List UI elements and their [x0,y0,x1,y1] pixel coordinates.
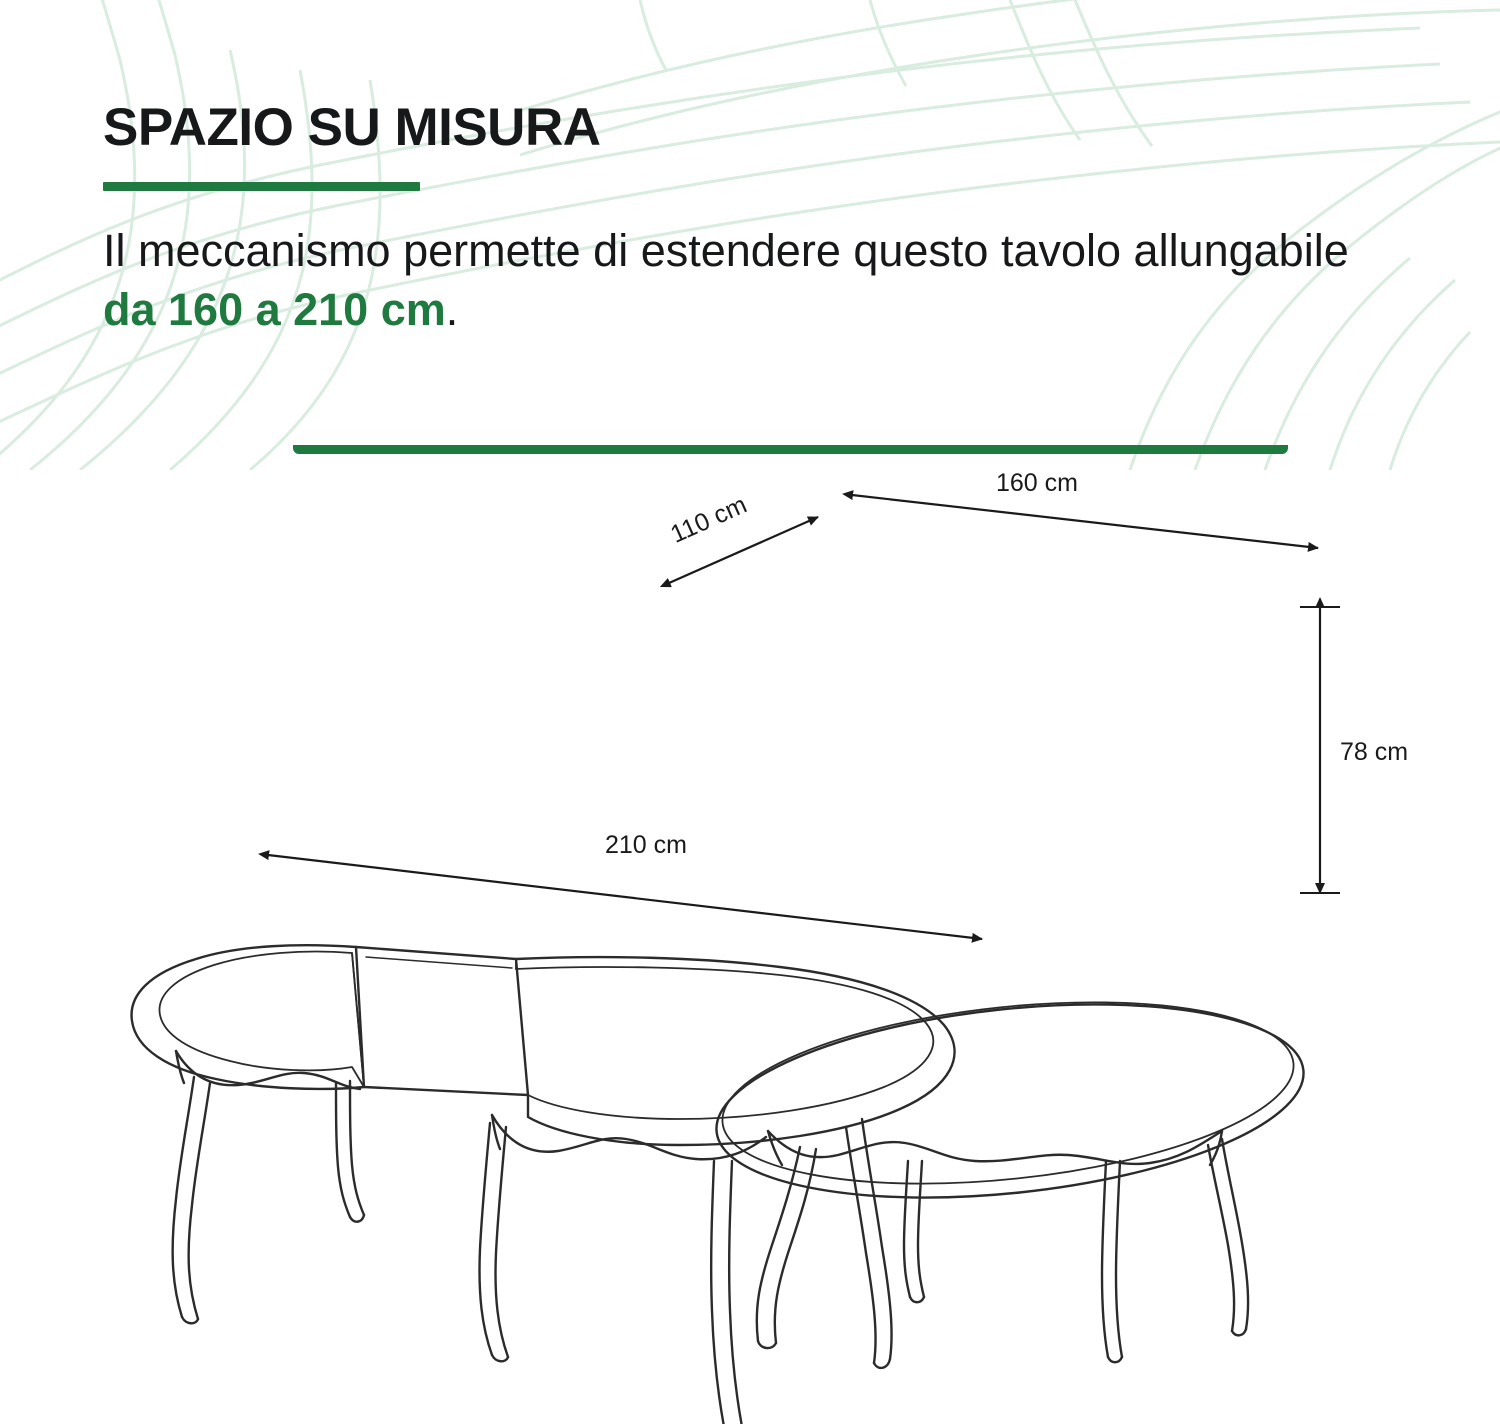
subtitle-lead: Il meccanismo permette di estendere questo tavolo allungabile [103,224,1349,276]
dimension-label-110: 110 cm [666,490,752,549]
dimension-label-210: 210 cm [605,831,687,859]
header-block [103,100,1423,384]
open-table-drawing [132,945,955,1424]
closed-table-drawing [707,977,1313,1362]
title-divider [103,182,420,191]
dimension-label-160: 160 cm [996,469,1078,497]
dimension-width-160 [852,469,1318,548]
dimension-label-78: 78 cm [1340,738,1409,766]
header-underline-bar [293,445,1288,454]
table-dimensions-diagram [0,455,1500,1424]
dimension-width-210 [268,831,982,939]
page-title: SPAZIO SU MISURA [103,98,601,157]
subtitle-tail: . [445,284,459,336]
subtitle-highlight: da 160 a 210 cm [103,284,446,336]
subtitle-text [103,221,1413,340]
dimension-depth-110 [666,491,818,583]
dimension-height-78 [1300,607,1408,893]
